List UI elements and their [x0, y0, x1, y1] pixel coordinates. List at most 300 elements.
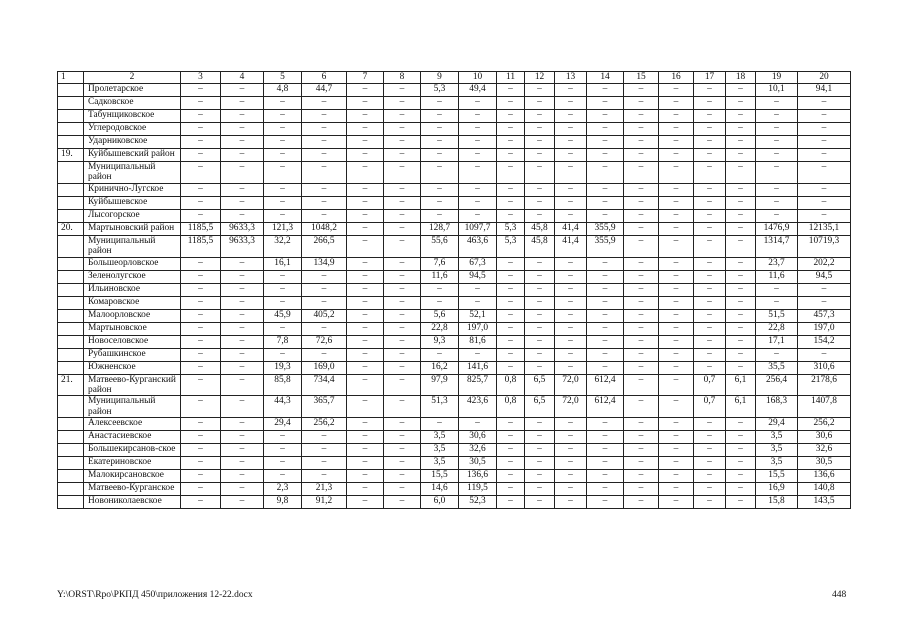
table-cell: 405,2: [302, 309, 347, 322]
table-cell: –: [525, 470, 555, 483]
table-cell: –: [659, 196, 694, 209]
table-cell: –: [756, 97, 798, 110]
table-cell: –: [624, 183, 659, 196]
table-cell: –: [525, 123, 555, 136]
table-cell: 0,7: [694, 396, 726, 418]
table-cell: –: [302, 209, 347, 222]
table-cell: –: [756, 149, 798, 162]
table-cell: 5,3: [497, 222, 525, 235]
table-cell: –: [726, 136, 756, 149]
table-cell: –: [347, 348, 384, 361]
table-cell: –: [347, 235, 384, 257]
row-number: [58, 110, 84, 123]
table-cell: –: [181, 418, 221, 431]
table-cell: –: [421, 183, 459, 196]
row-name: Ударниковское: [84, 136, 181, 149]
table-cell: –: [459, 149, 497, 162]
table-cell: –: [587, 296, 624, 309]
row-name: Табунщиковское: [84, 110, 181, 123]
row-name: Мартыновский район: [84, 222, 181, 235]
table-cell: –: [555, 283, 587, 296]
table-cell: 734,4: [302, 374, 347, 396]
table-cell: –: [302, 296, 347, 309]
table-cell: –: [459, 283, 497, 296]
column-header: 9: [421, 72, 459, 84]
table-cell: –: [264, 431, 302, 444]
table-cell: –: [525, 444, 555, 457]
footer-file-path: Y:\ORST\Rpo\РКПД 450\приложения 12-22.docx: [57, 590, 253, 600]
table-cell: –: [555, 209, 587, 222]
table-cell: –: [264, 162, 302, 184]
table-cell: –: [694, 431, 726, 444]
table-cell: –: [694, 84, 726, 97]
column-header: 7: [347, 72, 384, 84]
row-name: Алексеевское: [84, 418, 181, 431]
column-header: 16: [659, 72, 694, 84]
column-header: 4: [221, 72, 264, 84]
row-number: [58, 396, 84, 418]
table-cell: –: [347, 270, 384, 283]
table-row: [58, 136, 851, 149]
table-cell: 14,6: [421, 483, 459, 496]
table-cell: 134,9: [302, 257, 347, 270]
table-cell: –: [798, 162, 851, 184]
table-cell: –: [181, 457, 221, 470]
table-cell: 29,4: [264, 418, 302, 431]
table-cell: –: [264, 444, 302, 457]
table-cell: –: [587, 418, 624, 431]
table-cell: –: [497, 483, 525, 496]
table-cell: –: [624, 283, 659, 296]
table-cell: –: [347, 97, 384, 110]
table-cell: –: [384, 361, 421, 374]
row-number: 19.: [58, 149, 84, 162]
table-cell: –: [587, 196, 624, 209]
table-cell: –: [555, 496, 587, 509]
table-cell: –: [221, 270, 264, 283]
table-cell: 6,1: [726, 374, 756, 396]
table-cell: –: [302, 123, 347, 136]
table-cell: –: [726, 457, 756, 470]
table-cell: –: [726, 123, 756, 136]
table-cell: –: [181, 335, 221, 348]
table-cell: –: [421, 136, 459, 149]
table-cell: –: [221, 296, 264, 309]
table-cell: –: [347, 483, 384, 496]
row-number: [58, 348, 84, 361]
table-cell: –: [587, 457, 624, 470]
table-cell: –: [497, 418, 525, 431]
table-cell: –: [659, 431, 694, 444]
table-cell: –: [384, 396, 421, 418]
row-name: Новониколаевское: [84, 496, 181, 509]
table-cell: –: [459, 296, 497, 309]
table-cell: 55,6: [421, 235, 459, 257]
table-cell: –: [525, 270, 555, 283]
table-cell: –: [624, 396, 659, 418]
table-cell: –: [694, 209, 726, 222]
table-cell: –: [221, 457, 264, 470]
row-name: Новоселовское: [84, 335, 181, 348]
table-cell: –: [555, 162, 587, 184]
table-cell: –: [555, 123, 587, 136]
table-cell: –: [587, 257, 624, 270]
table-cell: –: [221, 257, 264, 270]
table-cell: –: [384, 296, 421, 309]
table-cell: –: [525, 183, 555, 196]
table-cell: 310,6: [798, 361, 851, 374]
table-cell: –: [726, 444, 756, 457]
table-cell: –: [624, 110, 659, 123]
row-number: 21.: [58, 374, 84, 396]
table-cell: –: [181, 136, 221, 149]
table-cell: –: [302, 149, 347, 162]
table-cell: –: [459, 110, 497, 123]
table-cell: –: [756, 209, 798, 222]
table-row: [58, 110, 851, 123]
table-cell: –: [181, 149, 221, 162]
table-cell: –: [694, 270, 726, 283]
table-cell: –: [221, 283, 264, 296]
row-name: Екатериновское: [84, 457, 181, 470]
table-cell: –: [555, 361, 587, 374]
row-number: [58, 270, 84, 283]
table-cell: –: [555, 84, 587, 97]
row-name: Зеленолугское: [84, 270, 181, 283]
table-cell: –: [347, 136, 384, 149]
table-cell: –: [384, 84, 421, 97]
table-cell: –: [694, 97, 726, 110]
table-cell: 9633,3: [221, 235, 264, 257]
table-cell: –: [659, 296, 694, 309]
row-name: Матвеево-Курганский район: [84, 374, 181, 396]
table-cell: –: [756, 136, 798, 149]
table-cell: –: [555, 296, 587, 309]
table-cell: –: [659, 335, 694, 348]
table-cell: –: [264, 183, 302, 196]
table-cell: 0,7: [694, 374, 726, 396]
table-cell: –: [624, 123, 659, 136]
table-cell: –: [181, 110, 221, 123]
table-cell: –: [384, 444, 421, 457]
table-cell: –: [624, 149, 659, 162]
column-header: 11: [497, 72, 525, 84]
table-cell: –: [384, 483, 421, 496]
table-cell: –: [347, 123, 384, 136]
table-cell: 35,5: [756, 361, 798, 374]
table-cell: –: [694, 418, 726, 431]
table-cell: –: [347, 84, 384, 97]
table-cell: –: [264, 123, 302, 136]
table-cell: 0,8: [497, 374, 525, 396]
table-cell: 612,4: [587, 396, 624, 418]
table-cell: 72,0: [555, 374, 587, 396]
table-cell: –: [659, 149, 694, 162]
column-header: 2: [84, 72, 181, 84]
table-cell: –: [525, 431, 555, 444]
column-header: 14: [587, 72, 624, 84]
table-cell: –: [221, 335, 264, 348]
row-name: Большеорловское: [84, 257, 181, 270]
column-header: 10: [459, 72, 497, 84]
table-cell: –: [555, 257, 587, 270]
table-cell: –: [798, 183, 851, 196]
table-cell: –: [302, 97, 347, 110]
table-cell: –: [221, 444, 264, 457]
row-number: [58, 136, 84, 149]
table-cell: –: [264, 149, 302, 162]
table-cell: –: [624, 483, 659, 496]
table-cell: –: [497, 183, 525, 196]
table-cell: –: [459, 209, 497, 222]
row-number: [58, 470, 84, 483]
table-cell: –: [181, 257, 221, 270]
table-row: [58, 149, 851, 162]
table-cell: –: [497, 457, 525, 470]
table-row: [58, 309, 851, 322]
row-name: Садковское: [84, 97, 181, 110]
table-cell: –: [587, 444, 624, 457]
row-number: [58, 457, 84, 470]
table-cell: –: [497, 335, 525, 348]
table-cell: –: [421, 110, 459, 123]
table-cell: –: [694, 361, 726, 374]
table-cell: –: [525, 136, 555, 149]
table-cell: –: [726, 470, 756, 483]
table-cell: 136,6: [798, 470, 851, 483]
table-cell: –: [221, 183, 264, 196]
table-cell: –: [347, 374, 384, 396]
table-cell: –: [181, 183, 221, 196]
table-cell: –: [497, 496, 525, 509]
table-cell: –: [525, 162, 555, 184]
table-cell: 30,6: [798, 431, 851, 444]
row-number: [58, 296, 84, 309]
table-cell: –: [587, 97, 624, 110]
table-cell: 1097,7: [459, 222, 497, 235]
table-cell: –: [347, 209, 384, 222]
table-cell: –: [497, 110, 525, 123]
table-cell: –: [694, 457, 726, 470]
table-cell: –: [624, 309, 659, 322]
table-cell: –: [798, 149, 851, 162]
table-cell: –: [659, 457, 694, 470]
column-header: 17: [694, 72, 726, 84]
table-cell: 7,6: [421, 257, 459, 270]
table-cell: –: [181, 361, 221, 374]
table-cell: 15,5: [756, 470, 798, 483]
table-cell: 94,1: [798, 84, 851, 97]
row-name: Большекирсанов-ское: [84, 444, 181, 457]
table-cell: –: [587, 149, 624, 162]
table-cell: –: [497, 470, 525, 483]
table-cell: –: [525, 283, 555, 296]
row-name: Комаровское: [84, 296, 181, 309]
table-cell: –: [726, 196, 756, 209]
table-cell: 463,6: [459, 235, 497, 257]
table-cell: 121,3: [264, 222, 302, 235]
table-cell: –: [555, 431, 587, 444]
table-cell: –: [384, 149, 421, 162]
table-cell: –: [694, 110, 726, 123]
row-number: [58, 84, 84, 97]
column-header: 8: [384, 72, 421, 84]
table-cell: –: [624, 374, 659, 396]
table-cell: –: [302, 283, 347, 296]
table-cell: –: [555, 470, 587, 483]
table-cell: –: [694, 483, 726, 496]
table-cell: –: [726, 335, 756, 348]
table-cell: –: [726, 283, 756, 296]
table-row: [58, 444, 851, 457]
table-cell: –: [726, 110, 756, 123]
table-cell: 612,4: [587, 374, 624, 396]
table-cell: –: [497, 431, 525, 444]
table-cell: 128,7: [421, 222, 459, 235]
table-cell: –: [221, 483, 264, 496]
table-cell: –: [659, 396, 694, 418]
table-cell: –: [659, 496, 694, 509]
table-cell: –: [302, 348, 347, 361]
table-cell: –: [181, 374, 221, 396]
table-cell: –: [525, 196, 555, 209]
table-cell: –: [384, 496, 421, 509]
table-cell: –: [421, 123, 459, 136]
table-row: [58, 257, 851, 270]
table-cell: 16,2: [421, 361, 459, 374]
table-cell: –: [525, 483, 555, 496]
table-row: [58, 162, 851, 184]
table-cell: –: [555, 322, 587, 335]
table-cell: –: [221, 496, 264, 509]
table-cell: –: [421, 209, 459, 222]
table-cell: –: [726, 361, 756, 374]
table-cell: –: [302, 457, 347, 470]
table-cell: –: [726, 222, 756, 235]
table-cell: –: [587, 110, 624, 123]
table-cell: 10719,3: [798, 235, 851, 257]
table-cell: –: [726, 431, 756, 444]
table-cell: –: [798, 296, 851, 309]
table-cell: 141,6: [459, 361, 497, 374]
table-cell: –: [384, 283, 421, 296]
row-number: [58, 444, 84, 457]
table-cell: –: [525, 309, 555, 322]
row-number: [58, 418, 84, 431]
table-cell: 52,3: [459, 496, 497, 509]
table-cell: –: [624, 97, 659, 110]
table-cell: 3,5: [756, 444, 798, 457]
table-row: [58, 222, 851, 235]
table-cell: –: [497, 257, 525, 270]
table-cell: –: [798, 209, 851, 222]
table-row: [58, 97, 851, 110]
table-cell: –: [659, 235, 694, 257]
table-cell: –: [302, 431, 347, 444]
table-cell: –: [798, 97, 851, 110]
table-cell: –: [302, 183, 347, 196]
table-cell: 143,5: [798, 496, 851, 509]
row-number: [58, 162, 84, 184]
table-cell: –: [221, 162, 264, 184]
table-cell: 9,8: [264, 496, 302, 509]
table-cell: –: [694, 196, 726, 209]
table-cell: 32,6: [459, 444, 497, 457]
table-cell: –: [659, 162, 694, 184]
table-cell: –: [221, 123, 264, 136]
table-cell: –: [659, 283, 694, 296]
table-cell: –: [587, 183, 624, 196]
table-cell: –: [264, 196, 302, 209]
table-cell: 15,5: [421, 470, 459, 483]
table-cell: 72,6: [302, 335, 347, 348]
table-cell: 97,9: [421, 374, 459, 396]
table-cell: –: [221, 322, 264, 335]
row-number: [58, 361, 84, 374]
table-cell: –: [624, 361, 659, 374]
table-cell: 72,0: [555, 396, 587, 418]
table-cell: –: [798, 348, 851, 361]
table-cell: –: [587, 470, 624, 483]
row-name: Малоорловское: [84, 309, 181, 322]
table-cell: –: [421, 418, 459, 431]
table-cell: 51,5: [756, 309, 798, 322]
table-row: [58, 418, 851, 431]
table-cell: –: [525, 335, 555, 348]
table-cell: –: [555, 457, 587, 470]
table-cell: –: [384, 196, 421, 209]
table-cell: –: [587, 335, 624, 348]
table-row: [58, 348, 851, 361]
table-cell: –: [587, 283, 624, 296]
table-cell: –: [624, 496, 659, 509]
row-name: Малокирсановское: [84, 470, 181, 483]
table-cell: –: [221, 209, 264, 222]
table-cell: –: [659, 418, 694, 431]
row-name: Муниципальный район: [84, 162, 181, 184]
table-cell: –: [726, 418, 756, 431]
table-cell: 2178,6: [798, 374, 851, 396]
table-cell: 16,9: [756, 483, 798, 496]
column-header: 1: [58, 72, 84, 84]
table-cell: 44,3: [264, 396, 302, 418]
table-cell: –: [347, 470, 384, 483]
table-cell: –: [726, 270, 756, 283]
table-cell: –: [221, 110, 264, 123]
table-cell: 169,0: [302, 361, 347, 374]
table-cell: –: [726, 257, 756, 270]
table-cell: –: [264, 97, 302, 110]
table-cell: –: [726, 296, 756, 309]
table-cell: 45,8: [525, 222, 555, 235]
table-cell: –: [302, 162, 347, 184]
table-cell: –: [347, 110, 384, 123]
table-cell: 30,5: [798, 457, 851, 470]
table-cell: –: [659, 270, 694, 283]
table-cell: 0,8: [497, 396, 525, 418]
table-cell: –: [302, 136, 347, 149]
table-cell: –: [497, 444, 525, 457]
table-cell: –: [555, 136, 587, 149]
table-cell: –: [624, 235, 659, 257]
table-cell: –: [555, 110, 587, 123]
table-row: [58, 431, 851, 444]
table-cell: –: [587, 136, 624, 149]
table-cell: –: [459, 136, 497, 149]
table-cell: –: [694, 322, 726, 335]
table-cell: 6,1: [726, 396, 756, 418]
table-cell: –: [694, 283, 726, 296]
